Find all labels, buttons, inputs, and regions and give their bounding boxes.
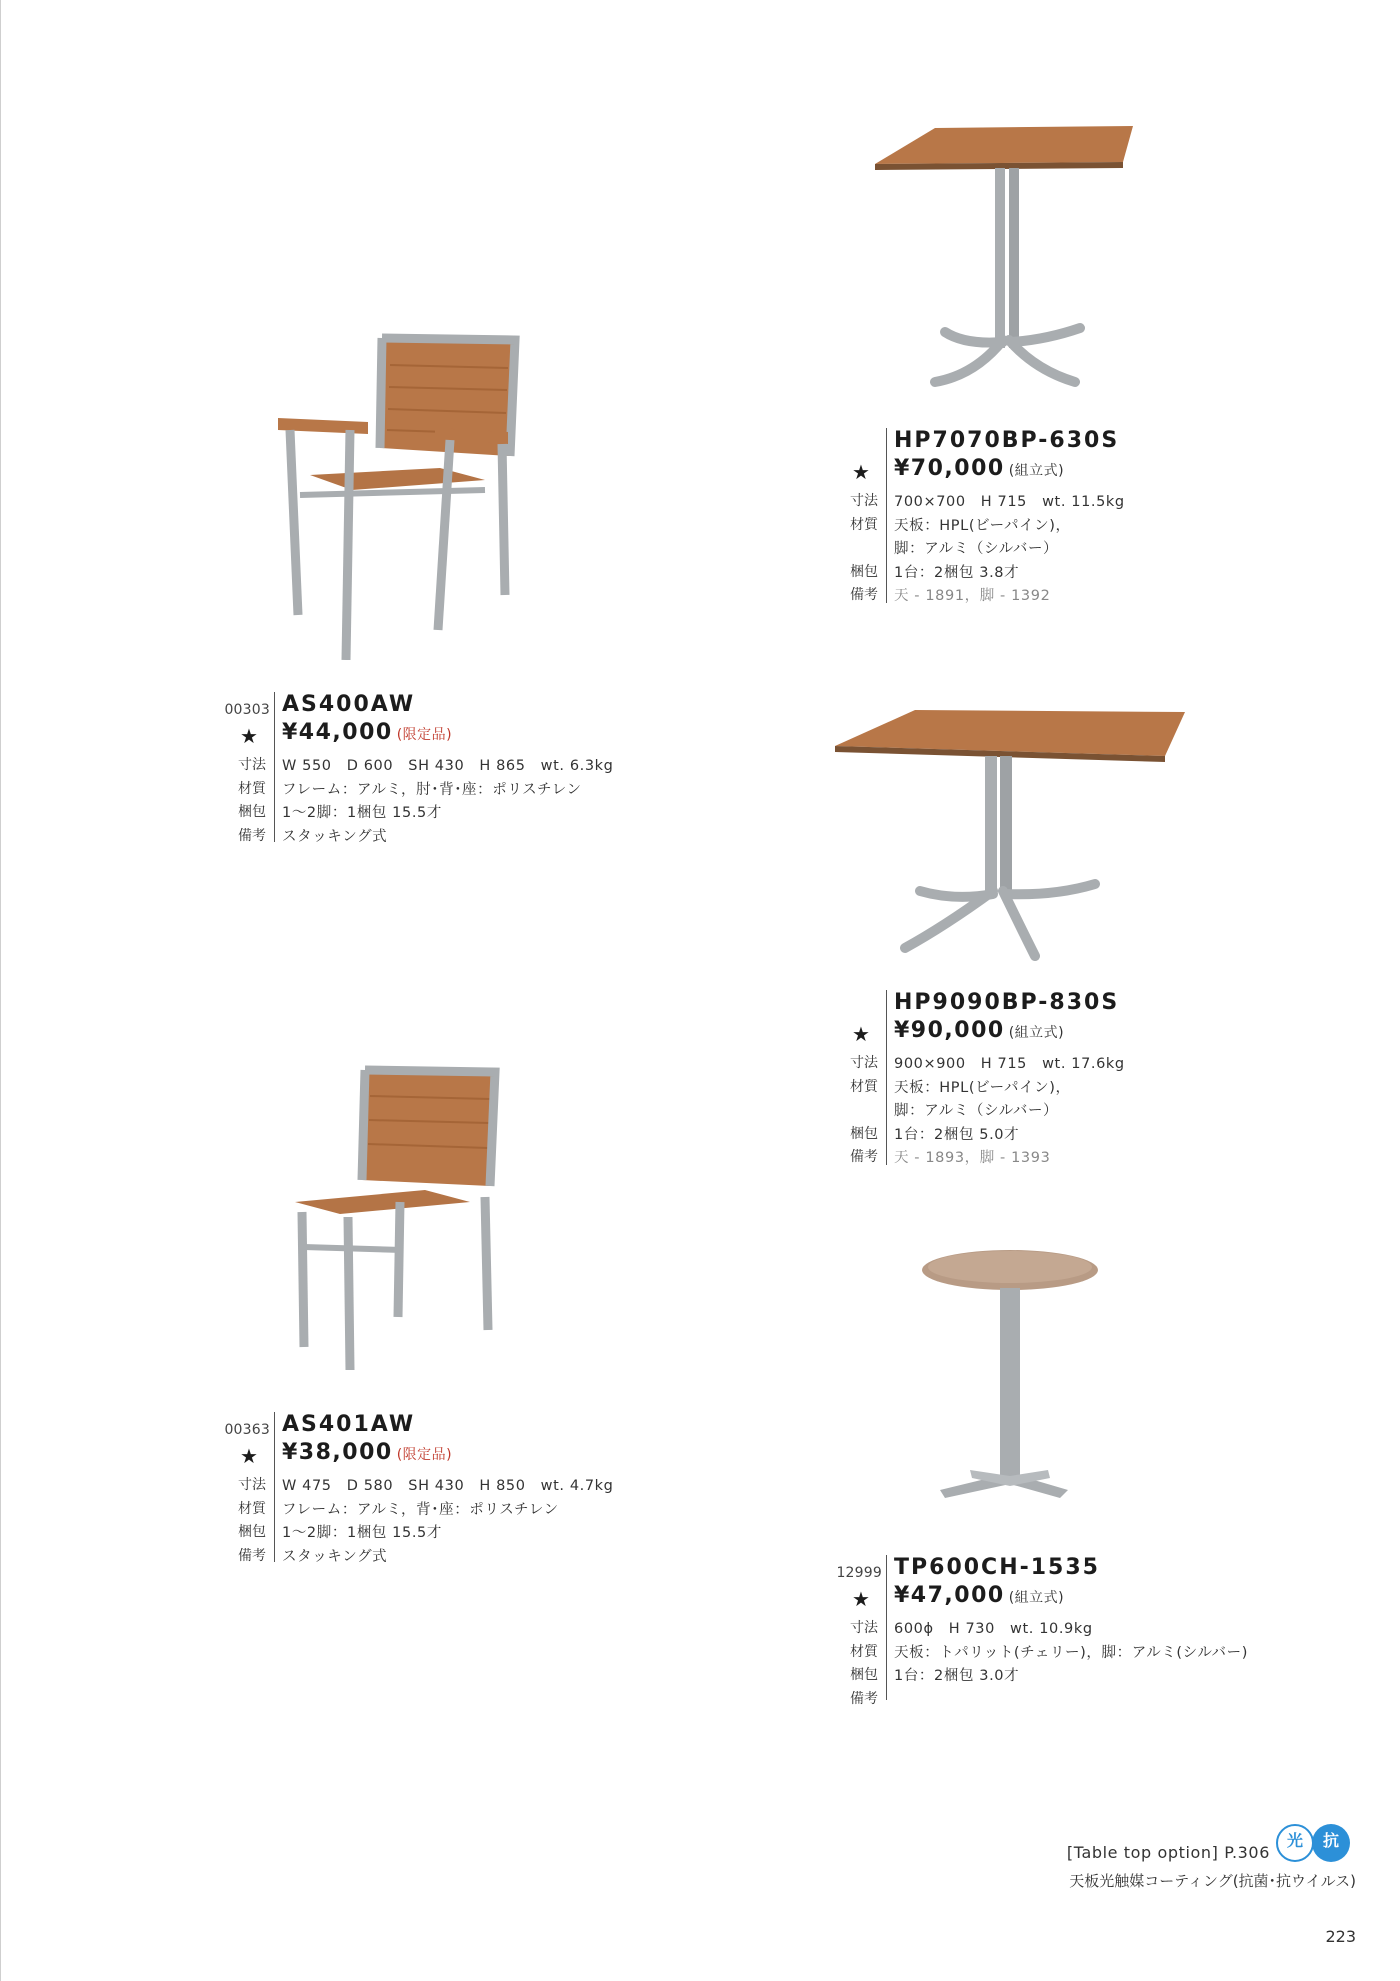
spec-label: 梱包 [850, 1125, 878, 1142]
model-number: AS400AW [282, 692, 416, 717]
divider-line [274, 1412, 275, 1562]
spec-value: 600ϕ H 730 wt. 10.9kg [894, 1621, 1093, 1637]
price-value: ¥44,000 [282, 720, 393, 745]
spec-value: スタッキング式 [282, 828, 388, 845]
divider-line [886, 990, 887, 1165]
spec-value: 天板：HPL(ビーパイン)， [894, 517, 1071, 534]
model-number: HP9090BP-830S [894, 990, 1120, 1015]
table-top-option-link[interactable]: [Table top option] P.306 [1066, 1843, 1270, 1862]
spec-value: 1～2脚：1梱包 15.5才 [282, 1525, 442, 1541]
product-code: 12999 [836, 1565, 882, 1581]
price-note: (限定品) [396, 727, 453, 743]
spec-value: 1台：2梱包 5.0才 [894, 1126, 1020, 1143]
price-value: ¥90,000 [894, 1018, 1005, 1043]
product-tp600ch [830, 1555, 1310, 1707]
spec-label: 寸法 [850, 1620, 878, 1636]
product-as401aw [218, 1412, 678, 1565]
spec-label: 梱包 [238, 804, 266, 820]
model-number: HP7070BP-630S [894, 428, 1120, 453]
product-code: 00303 [224, 702, 270, 718]
coating-note: 天板光触媒コーティング(抗菌･抗ウイルス) [1069, 1872, 1356, 1890]
price-value: ¥47,000 [894, 1583, 1005, 1608]
star-icon: ★ [852, 1587, 870, 1611]
spec-value: 700×700 H 715 wt. 11.5kg [894, 494, 1125, 510]
divider-line [886, 1555, 887, 1700]
spec-value: 天板：HPL(ビーパイン)， [894, 1079, 1071, 1096]
spec-label: 材質 [238, 780, 266, 797]
divider-line [274, 692, 275, 842]
product-code: 00363 [224, 1422, 270, 1438]
price-note: (組立式) [1008, 1590, 1065, 1606]
spec-value: W 550 D 600 SH 430 H 865 wt. 6.3kg [282, 758, 614, 774]
page-edge [0, 0, 1, 1981]
spec-value: 1台：2梱包 3.0才 [894, 1668, 1020, 1684]
spec-label: 備考 [850, 1149, 878, 1165]
divider-line [886, 428, 887, 603]
side-chair-illustration [290, 1062, 520, 1372]
star-icon: ★ [852, 460, 870, 484]
photocatalyst-badge-icon: 光 [1276, 1824, 1314, 1862]
spec-value: 900×900 H 715 wt. 17.6kg [894, 1056, 1125, 1072]
spec-value: 1台：2梱包 3.8才 [894, 564, 1020, 581]
spec-value: W 475 D 580 SH 430 H 850 wt. 4.7kg [282, 1478, 614, 1494]
product-hp9090bp [830, 990, 1310, 1165]
square-table-900-illustration [835, 706, 1185, 961]
price-value: ¥70,000 [894, 456, 1005, 481]
spec-value: 天 - 1891，脚 - 1392 [894, 588, 1051, 604]
product-hp7070bp [830, 428, 1310, 603]
spec-value: 脚：アルミ（シルバー） [894, 1103, 1059, 1119]
spec-label: 備考 [850, 587, 878, 603]
spec-label: 備考 [850, 1690, 878, 1707]
spec-label: 材質 [850, 1078, 878, 1095]
spec-label: 梱包 [850, 1667, 878, 1683]
spec-label: 梱包 [238, 1524, 266, 1540]
armchair-illustration [270, 330, 530, 660]
model-number: TP600CH-1535 [894, 1555, 1100, 1580]
spec-label: 梱包 [850, 563, 878, 580]
price-note: (組立式) [1008, 1025, 1065, 1041]
star-icon: ★ [240, 724, 258, 748]
round-table-illustration [920, 1248, 1100, 1503]
spec-label: 備考 [238, 1547, 266, 1564]
spec-value: フレーム：アルミ，肘･背･座：ポリスチレン [282, 781, 582, 798]
model-number: AS401AW [282, 1412, 416, 1437]
spec-value: フレーム：アルミ，背･座：ポリスチレン [282, 1501, 559, 1518]
spec-value: 天 - 1893，脚 - 1393 [894, 1150, 1051, 1166]
spec-label: 材質 [238, 1500, 266, 1517]
price [894, 1018, 1064, 1043]
spec-label: 寸法 [238, 757, 266, 773]
star-icon: ★ [240, 1444, 258, 1468]
spec-value: 1～2脚：1梱包 15.5才 [282, 805, 442, 821]
star-icon: ★ [852, 1022, 870, 1046]
spec-label: 材質 [850, 516, 878, 533]
price [894, 456, 1064, 481]
spec-label: 寸法 [850, 1055, 878, 1071]
price-note: (組立式) [1008, 463, 1065, 479]
spec-value: 天板：トパリット(チェリー)，脚：アルミ(シルバー) [894, 1644, 1248, 1661]
spec-label: 寸法 [850, 493, 878, 509]
price-note: (限定品) [396, 1447, 453, 1463]
spec-value: スタッキング式 [282, 1548, 388, 1565]
spec-label: 備考 [238, 827, 266, 844]
price [282, 1440, 452, 1465]
square-table-700-illustration [875, 120, 1135, 390]
price-value: ¥38,000 [282, 1440, 393, 1465]
spec-value: 脚：アルミ（シルバー） [894, 541, 1059, 557]
spec-label: 材質 [850, 1643, 878, 1660]
page-number: 223 [1325, 1927, 1356, 1946]
antibacterial-badge-icon: 抗 [1312, 1824, 1350, 1862]
price [894, 1583, 1064, 1608]
price [282, 720, 452, 745]
spec-label: 寸法 [238, 1477, 266, 1493]
product-as400aw [218, 692, 678, 845]
